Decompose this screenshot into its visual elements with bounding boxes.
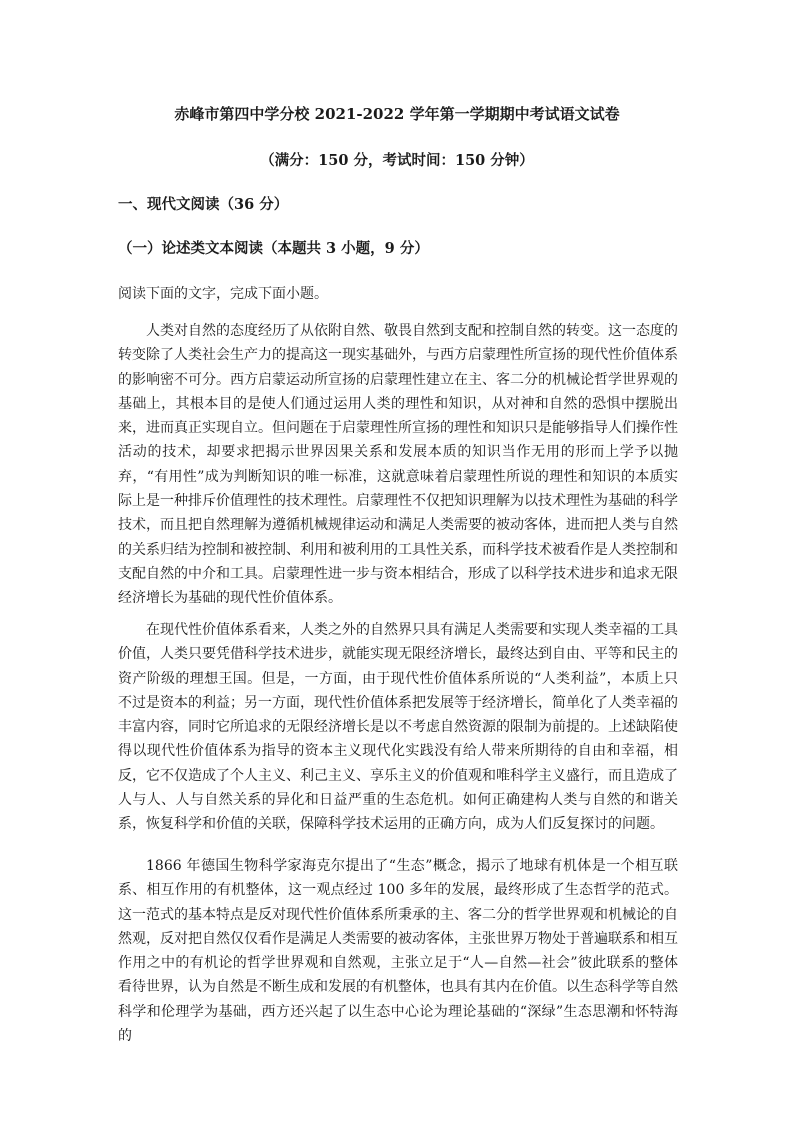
reading-instruction: 阅读下面的文字，完成下面小题。 bbox=[118, 286, 328, 302]
paragraph-2: 在现代性价值体系看来，人类之外的自然界只具有满足人类需要和实现人类幸福的工具价值，人类只要凭借科学技术进步，就能实现无限经济增长，最终达到自由、平等和民主的资产阶级的理想王国。但是，一方面，由于现代性价值体系所说的“人类利益”，本质上只不过是资本的利益；另一方面，现代性价值体系把发展等于经济增长，简单化了人类幸福的丰富内容，同时它所追求的无限经济增长是以不考虑自然资源的限制为前提的。上述缺陷使得以现代性价值体系为指导的资本主义现代化实践没有给人带来所期待的自由和幸福，相反，它不仅造成了个人主义、利己主义、享乐主义的价值观和唯科学主义盛行，而且造成了人与人、人与自然关系的异化和日益严重的生态危机。如何正确建构人类与自然的和谐关系，恢复科学和价值的关联，保障科学技术运用的正确方向，成为人们反复探讨的问题。 bbox=[118, 622, 678, 833]
paragraph-1: 人类对自然的态度经历了从依附自然、敬畏自然到支配和控制自然的转变。这一态度的转变除了人类社会生产力的提高这一现实基础外，与西方启蒙理性所宣扬的现代性价值体系的影响密不可分。西方启蒙运动所宣扬的启蒙理性建立在主、客二分的机械论哲学世界观的基础上，其根本目的是使人们通过运用人类的理性和知识，从对神和自然的恐惧中摆脱出来，进而真正实现自立。但问题在于启蒙理性所宣扬的理性和知识只是能够指导人们操作性活动的技术，却要求把揭示世界因果关系和发展本质的知识当作无用的形而上学予以抛弃，“有用性”成为判断知识的唯一标准，这就意味着启蒙理性所说的理性和知识的本质实际上是一种排斥价值理性的技术理性。启蒙理性不仅把知识理解为以技术理性为基础的科学技术，而且把自然理解为遵循机械规律运动和满足人类需要的被动客体，进而把人类与自然的关系归结为控制和被控制、利用和被利用的工具性关系，而科学技术被看作是人类控制和支配自然的中介和工具。启蒙理性进一步与资本相结合，形成了以科学技术进步和追求无限经济增长为基础的现代性价值体系。 bbox=[118, 323, 678, 607]
section-heading: 一、现代文阅读（36 分） bbox=[118, 196, 289, 213]
exam-title: 赤峰市第四中学分校 2021-2022 学年第一学期期中考试语文试卷 bbox=[174, 105, 620, 123]
exam-subtitle: （满分：150 分，考试时间：150 分钟） bbox=[260, 152, 534, 169]
subsection-heading: （一）论述类文本阅读（本题共 3 小题，9 分） bbox=[118, 240, 429, 257]
paragraph-3: 1866 年德国生物科学家海克尔提出了“生态”概念，揭示了地球有机体是一个相互联系、相互作用的有机整体，这一观点经过 100 多年的发展，最终形成了生态哲学的范式。这一范式的基本特点是反对现代性价值体系所秉承的主、客二分的哲学世界观和机械论的自然观，反对把自然仅仅看作是满足人类需要的被动客体，主张世界万物处于普遍联系和相互作用之中的有机论的哲学世界观和自然观，主张立足于“人—自然—社会”彼此联系的整体看待世界，认为自然是不断生成和发展的有机整体，也具有其内在价值。以生态科学等自然科学和伦理学为基础，西方还兴起了以生态中心论为理论基础的“深绿”生态思潮和怀特海的 bbox=[118, 858, 678, 1045]
